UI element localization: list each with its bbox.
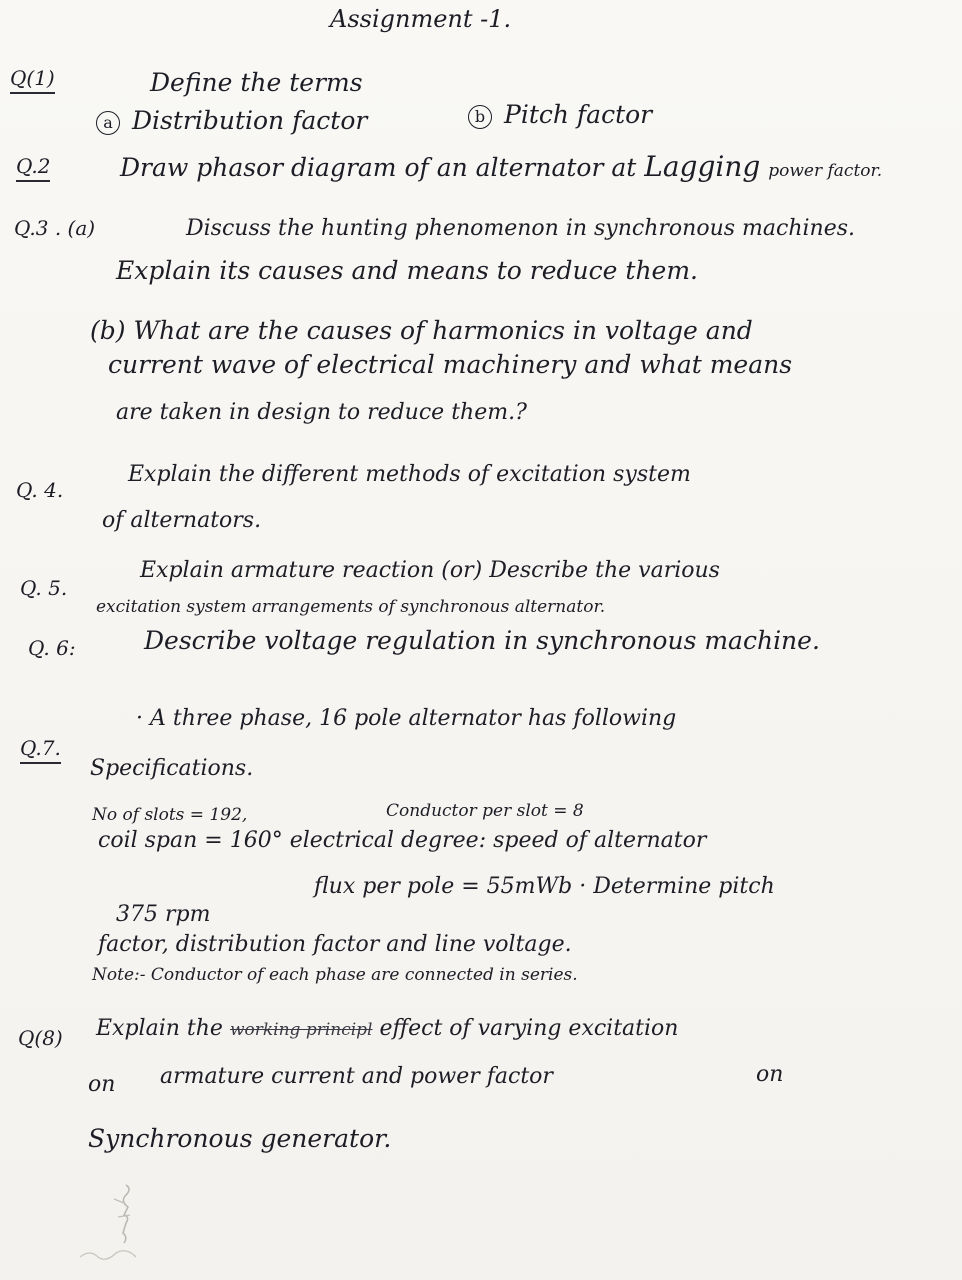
q3-a-line1: Discuss the hunting phenomenon in synchronous machines. xyxy=(186,216,856,241)
margin-scribble xyxy=(70,1165,190,1275)
q1-a-marker: a xyxy=(96,111,120,135)
q3-b-line1: (b) What are the causes of harmonics in voltage and xyxy=(90,316,753,345)
q1-number: Q(1) xyxy=(10,66,55,94)
q4-number: Q. 4. xyxy=(16,478,64,502)
q1-part-a xyxy=(96,106,367,136)
q5-line1: Explain armature reaction (or) Describe the various xyxy=(140,558,720,583)
q7-line1: · A three phase, 16 pole alternator has following xyxy=(136,706,677,731)
q8-line1 xyxy=(96,1014,678,1045)
q7-line2: Specifications. xyxy=(90,756,254,781)
q8-line2-on2: on xyxy=(756,1062,784,1087)
q4-line2: of alternators. xyxy=(102,508,262,533)
q1-part-b xyxy=(468,100,652,130)
q3-b-line3: are taken in design to reduce them.? xyxy=(116,400,527,425)
q2-text-lagging: Lagging xyxy=(644,150,761,183)
q2-number: Q.2 xyxy=(16,154,50,182)
page-title: Assignment -1. xyxy=(330,5,512,33)
q5-line2: excitation system arrangements of synchronous alternator. xyxy=(96,597,606,617)
q8-line3: Synchronous generator. xyxy=(88,1124,392,1153)
q6-line1: Describe voltage regulation in synchronous machine. xyxy=(144,626,820,655)
q3-number: Q.3 . (a) xyxy=(14,216,96,240)
q7-note: Note:- Conductor of each phase are connected in series. xyxy=(92,965,578,985)
q8-line2-on: on xyxy=(88,1072,116,1097)
q1-b-text: Pitch factor xyxy=(504,100,653,129)
q7-number: Q.7. xyxy=(20,736,61,764)
q3-a-line2: Explain its causes and means to reduce them. xyxy=(116,256,698,285)
q8-line1-end: effect of varying excitation xyxy=(379,1016,679,1041)
q8-struck-text: working principl xyxy=(229,1020,373,1040)
q8-line2-mid: armature current and power factor xyxy=(160,1064,553,1089)
q8-line1-start: Explain the xyxy=(96,1016,223,1041)
q2-text-main: Draw phasor diagram of an alternator at xyxy=(120,153,637,182)
q2-text-pf: power factor. xyxy=(768,161,883,181)
q7-line4: coil span = 160° electrical degree: speed of alternator xyxy=(98,828,707,853)
q4-line1: Explain the different methods of excitation system xyxy=(128,462,691,487)
q7-speed: 375 rpm xyxy=(116,902,211,927)
q7-flux: flux per pole = 55mWb · Determine pitch xyxy=(314,874,775,899)
q7-conductors: Conductor per slot = 8 xyxy=(386,801,584,821)
q3-b-line2: current wave of electrical machinery and what means xyxy=(108,350,793,379)
q6-number: Q. 6: xyxy=(28,636,76,660)
q7-slots: No of slots = 192, xyxy=(92,805,248,825)
q7-line6: factor, distribution factor and line voltage. xyxy=(98,932,572,957)
q8-number: Q(8) xyxy=(18,1026,63,1050)
q1-prompt: Define the terms xyxy=(150,68,363,97)
q2-text xyxy=(120,152,882,186)
q1-a-text: Distribution factor xyxy=(132,106,368,135)
q1-b-marker: b xyxy=(468,105,492,129)
q5-number: Q. 5. xyxy=(20,576,68,600)
